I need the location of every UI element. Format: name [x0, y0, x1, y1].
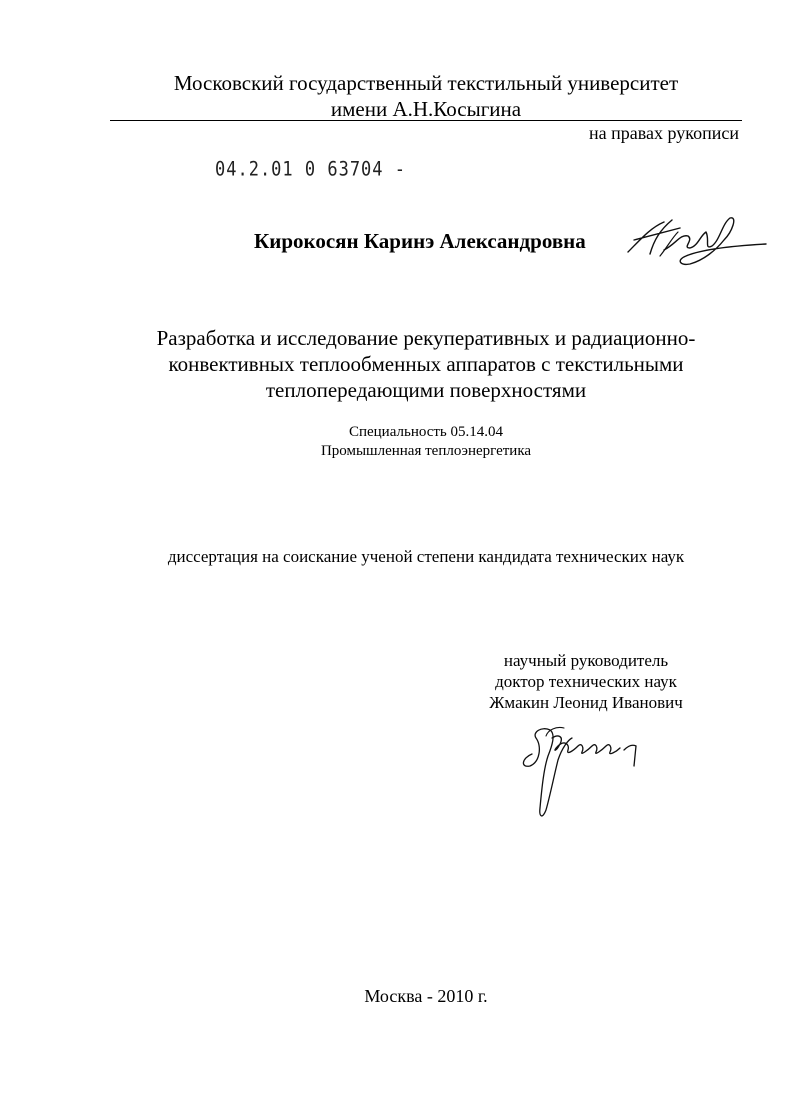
university-named-after: имени А.Н.Косыгина: [330, 97, 522, 121]
university-header: [110, 70, 742, 122]
dissertation-title: [100, 325, 752, 403]
university-name: Московский государственный текстильный университет: [173, 71, 679, 95]
author-signature: [620, 210, 770, 274]
degree-statement: диссертация на соискание ученой степени кандидата технических наук: [167, 547, 685, 566]
supervisor-name: Жмакин Леонид Иванович: [489, 693, 683, 712]
header-divider: [110, 120, 742, 121]
supervisor-signature: [512, 716, 652, 826]
title-line-2: конвективных теплообменных аппаратов с текстильными: [168, 352, 684, 376]
manuscript-rights-note: на правах рукописи: [589, 123, 739, 143]
supervisor-role: научный руководитель: [503, 651, 669, 670]
specialty-name: Промышленная теплоэнергетика: [320, 443, 532, 459]
title-line-3: теплопередающими поверхностями: [265, 378, 587, 402]
registration-stamp: 04.2.01 0 63704 -: [215, 158, 406, 181]
author-name: Кирокосян Каринэ Александровна: [254, 229, 586, 253]
specialty-code: Специальность 05.14.04: [348, 424, 504, 440]
specialty-block: [200, 423, 652, 461]
city-year: Москва - 2010 г.: [364, 986, 488, 1006]
supervisor-block: [476, 650, 696, 713]
supervisor-degree: доктор технических наук: [495, 672, 677, 691]
title-line-1: Разработка и исследование рекуперативных и радиационно-: [156, 326, 696, 350]
